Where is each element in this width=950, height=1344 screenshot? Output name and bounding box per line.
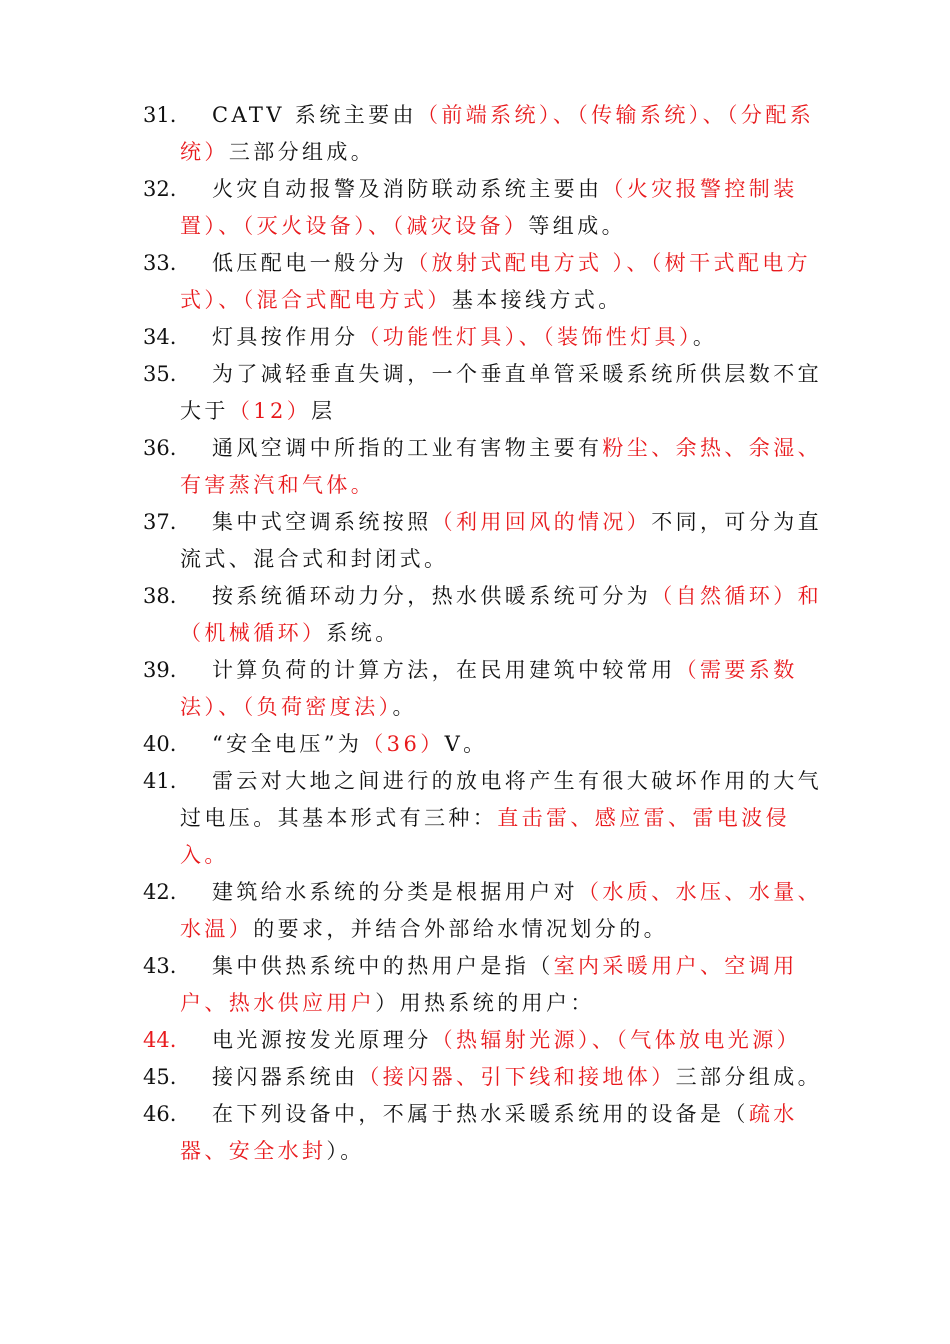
question-number: 41.	[143, 769, 177, 793]
question-item	[143, 578, 823, 652]
question-item	[143, 319, 823, 356]
question-stem-text: 三部分组成。	[675, 1065, 823, 1089]
question-item	[143, 356, 823, 430]
question-text	[180, 652, 823, 726]
question-stem-text: 集中式空调系统按照	[212, 510, 432, 534]
question-stem-text: 系统。	[326, 621, 400, 645]
question-number: 33.	[143, 251, 177, 275]
question-item	[143, 97, 823, 171]
question-item	[143, 652, 823, 726]
question-stem-text: 按系统循环动力分，热水供暖系统可分为	[212, 584, 652, 608]
question-stem-text: ）。	[326, 1139, 365, 1163]
question-number: 38.	[143, 584, 177, 608]
question-stem-text: 。	[392, 695, 417, 719]
question-number: 43.	[143, 954, 177, 978]
question-number: 46.	[143, 1102, 177, 1126]
answer-text: （12）	[228, 399, 312, 423]
question-stem-text: 雷云对大地之间进行的放电将产生有很大破坏作用的大气过电压。其基本形式有三种：	[180, 769, 822, 830]
question-stem-text: 建筑给水系统的分类是根据用户对	[212, 880, 578, 904]
question-number: 40.	[143, 732, 177, 756]
question-stem-text: 层	[311, 399, 336, 423]
question-stem-text: 火灾自动报警及消防联动系统主要由	[212, 177, 603, 201]
question-stem-text: CATV 系统主要由	[212, 103, 417, 127]
question-number: 45.	[143, 1065, 177, 1089]
question-number: 32.	[143, 177, 177, 201]
question-stem-text: 集中供热系统中的热用户是指（	[212, 954, 554, 978]
question-text	[180, 245, 823, 319]
answer-text: （需要系数法）、（负荷密度法）	[180, 658, 798, 719]
question-text	[180, 319, 823, 356]
answer-text: （功能性灯具）、（装饰性灯具）	[358, 325, 693, 349]
question-text	[180, 504, 823, 578]
question-text	[180, 948, 823, 1022]
question-stem-text: 电光源按发光原理分	[212, 1028, 432, 1052]
question-number: 34.	[143, 325, 177, 349]
question-number: 36.	[143, 436, 177, 460]
answer-text: 粉尘、余热、余湿、有害蒸汽和气体。	[180, 436, 823, 497]
question-stem-text: “安全电压”为	[212, 732, 363, 756]
answer-text: （前端系统）、（传输系统）、（分配系统）	[180, 103, 815, 164]
answer-text: 室内采暖用户、空调用户、热水供应用户	[180, 954, 798, 1015]
question-text	[180, 356, 823, 430]
question-item	[143, 726, 823, 763]
question-item	[143, 171, 823, 245]
answer-text: 疏水器、安全水封	[180, 1102, 798, 1163]
question-number: 44.	[143, 1028, 177, 1052]
question-item	[143, 430, 823, 504]
question-stem-text: 。	[692, 325, 718, 349]
question-stem-text: V。	[444, 732, 488, 756]
answer-text: （利用回风的情况）	[431, 510, 652, 534]
answer-text: （36）	[362, 732, 445, 756]
question-stem-text: 等组成。	[528, 214, 627, 238]
question-stem-text: 通风空调中所指的工业有害物主要有	[212, 436, 603, 460]
answer-text: 直击雷、感应雷、雷电波侵入。	[180, 806, 791, 867]
question-text	[180, 171, 823, 245]
question-stem-text: 不同，可分为直流式、混合式和封闭式。	[180, 510, 823, 571]
question-item	[143, 1096, 823, 1170]
question-stem-text: 在下列设备中，不属于热水采暖系统用的设备是（	[212, 1102, 749, 1126]
question-stem-text: 接闪器系统由	[212, 1065, 359, 1089]
question-item	[143, 1059, 823, 1096]
answer-text: （自然循环）和（机械循环）	[180, 584, 823, 645]
question-text	[180, 578, 823, 652]
question-stem-text: 计算负荷的计算方法，在民用建筑中较常用	[212, 658, 676, 682]
question-text	[180, 726, 823, 763]
answer-text: （火灾报警控制装置）、（灭火设备）、（减灾设备）	[180, 177, 798, 238]
question-stem-text: 为了减轻垂直失调，一个垂直单管采暖系统所供层数不宜大于	[180, 362, 822, 423]
question-text	[180, 874, 823, 948]
question-list	[143, 97, 823, 1170]
question-number: 31.	[143, 103, 177, 127]
answer-text: （水质、水压、水量、水温）	[180, 880, 822, 941]
question-item	[143, 504, 823, 578]
question-text	[180, 97, 823, 171]
question-stem-text: 灯具按作用分	[212, 325, 359, 349]
answer-text: （接闪器、引下线和接地体）	[358, 1065, 676, 1089]
question-number: 42.	[143, 880, 177, 904]
question-text	[180, 763, 823, 874]
question-stem-text: ）用热系统的用户：	[375, 991, 595, 1015]
question-stem-text: 基本接线方式。	[451, 288, 623, 312]
question-text	[180, 1059, 823, 1096]
question-item	[143, 1022, 823, 1059]
answer-text: （放射式配电方式 ）、（树干式配电方式）、（混合式配电方式）	[180, 251, 812, 312]
question-item	[143, 874, 823, 948]
question-item	[143, 763, 823, 874]
question-text	[180, 1022, 823, 1059]
question-text	[180, 430, 823, 504]
question-text	[180, 1096, 823, 1170]
question-stem-text: 低压配电一般分为	[212, 251, 408, 275]
question-number: 37.	[143, 510, 177, 534]
question-item	[143, 948, 823, 1022]
question-number: 39.	[143, 658, 177, 682]
question-stem-text: 的要求，并结合外部给水情况划分的。	[253, 917, 669, 941]
question-stem-text: 三部分组成。	[228, 140, 376, 164]
answer-text: （热辐射光源）、（气体放电光源）	[431, 1028, 802, 1052]
question-number: 35.	[143, 362, 177, 386]
question-item	[143, 245, 823, 319]
